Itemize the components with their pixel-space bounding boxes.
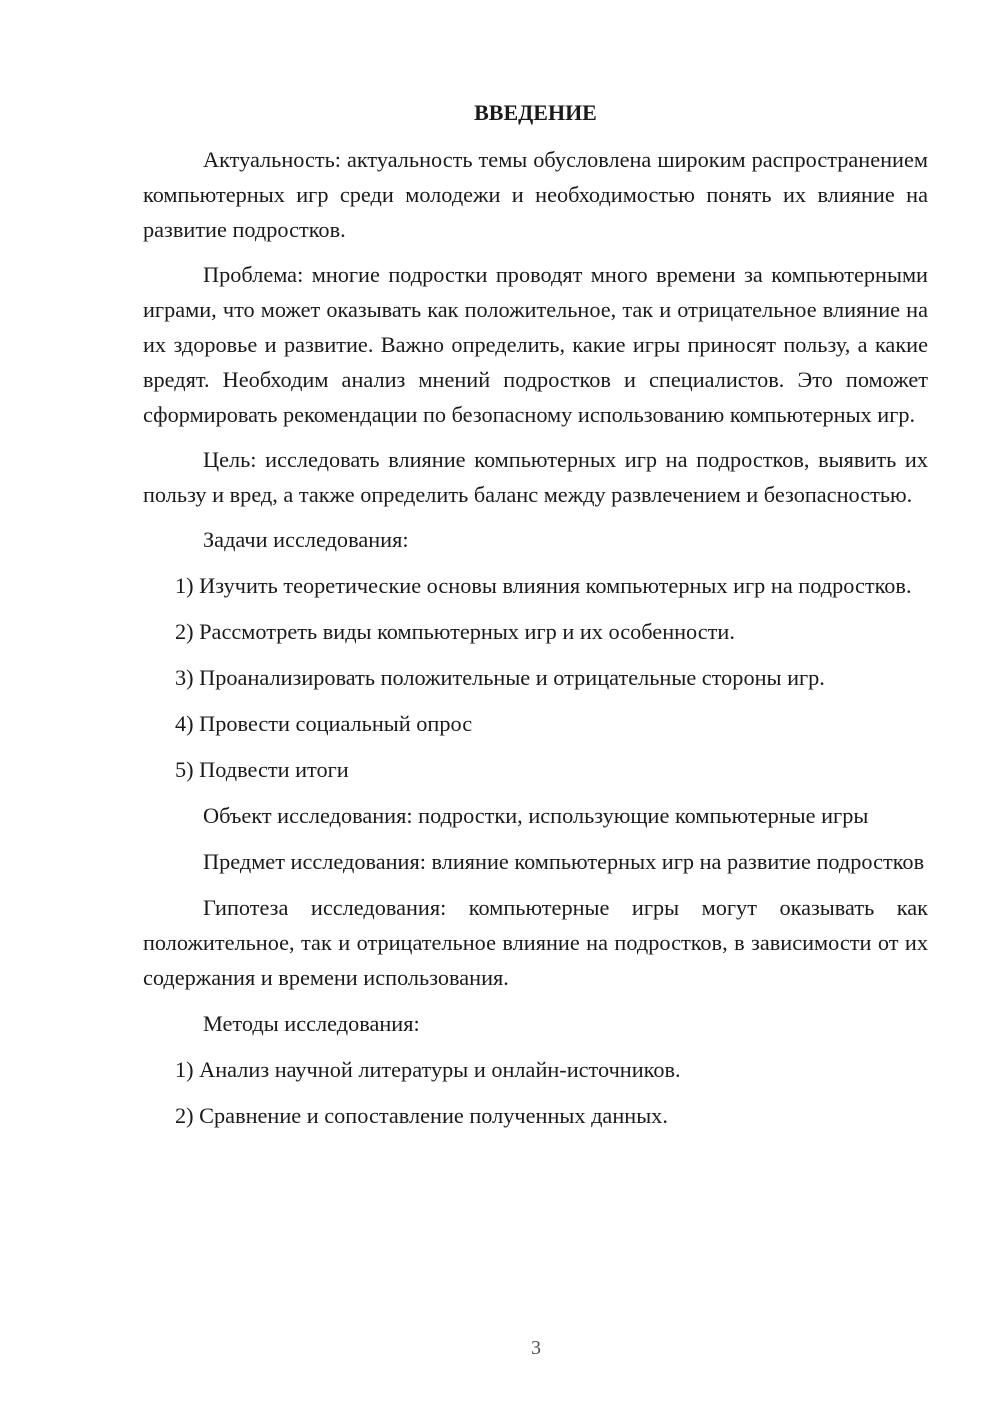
- method-item: 1) Анализ научной литературы и онлайн-источников.: [175, 1057, 681, 1082]
- methods-heading: Методы исследования:: [203, 1011, 420, 1036]
- subject-paragraph: Предмет исследования: влияние компьютерных игр на развитие подростков: [203, 849, 925, 874]
- task-item: 3) Проанализировать положительные и отрицательные стороны игр.: [175, 665, 825, 690]
- hypothesis-paragraph: Гипотеза исследования: компьютерные игры могут оказывать как положительное, так и отрицательное влияние на подростков, в зависимости от их содержания и времени использования.: [143, 895, 928, 990]
- page-title: ВВЕДЕНИЕ: [474, 100, 597, 125]
- page-number: 3: [531, 1337, 541, 1359]
- problem-paragraph: Проблема: многие подростки проводят много времени за компьютерными играми, что может оказывать как положительное, так и отрицательное влияние на их здоровье и развитие. Важно определить, какие игры приносят пользу, а какие вредят. Необходим анализ мнений подростков и специалистов. Это поможет сформировать рекомендации по безопасному использованию компьютерных игр.: [143, 262, 928, 427]
- tasks-heading: Задачи исследования:: [203, 527, 409, 552]
- task-item: 2) Рассмотреть виды компьютерных игр и их особенности.: [175, 619, 735, 644]
- goal-paragraph: Цель: исследовать влияние компьютерных игр на подростков, выявить их пользу и вред, а также определить баланс между развлечением и безопасностью.: [143, 447, 928, 507]
- task-item: 5) Подвести итоги: [175, 757, 349, 782]
- task-item: 1) Изучить теоретические основы влияния компьютерных игр на подростков.: [175, 573, 912, 598]
- relevance-paragraph: Актуальность: актуальность темы обусловлена широким распространением компьютерных игр среди молодежи и необходимостью понять их влияние на развитие подростков.: [143, 147, 928, 242]
- object-paragraph: Объект исследования: подростки, использующие компьютерные игры: [203, 803, 869, 828]
- method-item: 2) Сравнение и сопоставление полученных данных.: [175, 1103, 668, 1128]
- page-content: [143, 95, 928, 1133]
- task-item: 4) Провести социальный опрос: [175, 711, 473, 736]
